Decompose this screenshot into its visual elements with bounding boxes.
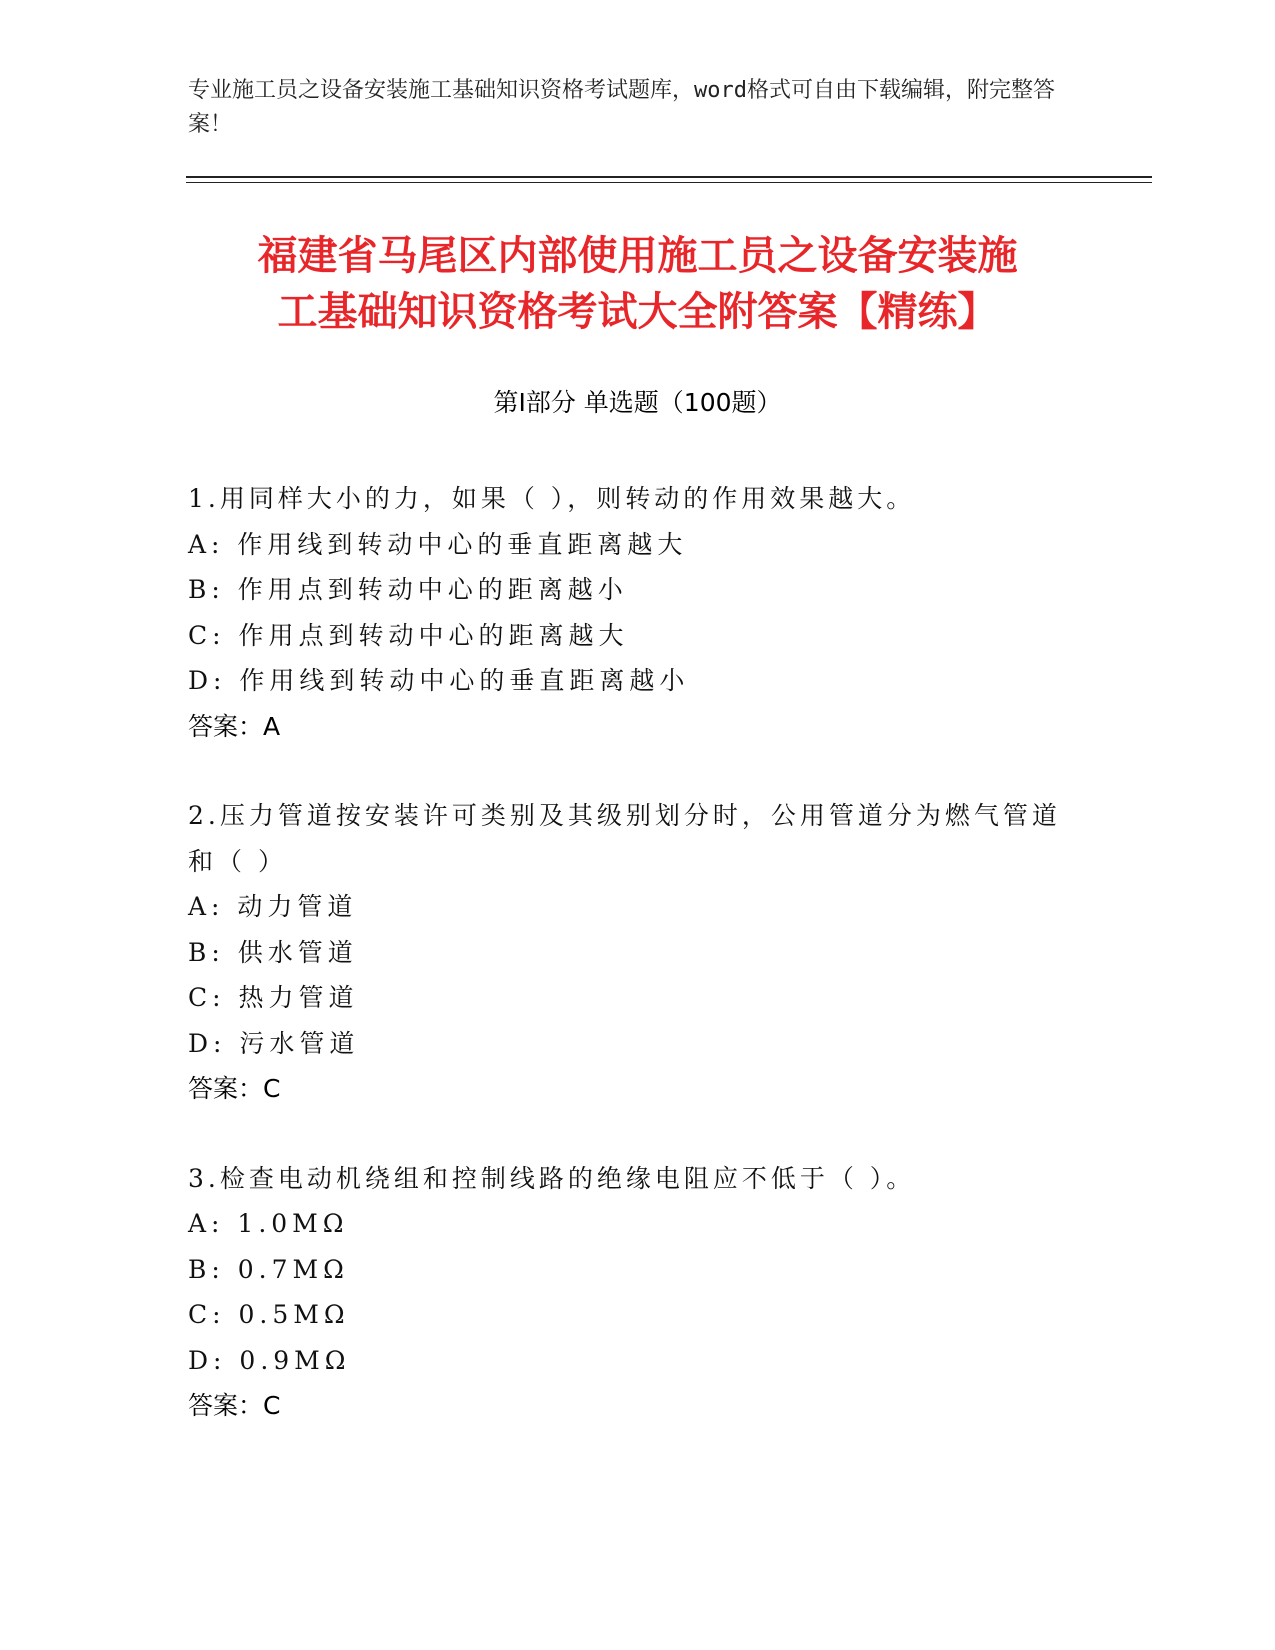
question-stem: 1.用同样大小的力，如果（ ），则转动的作用效果越大。 xyxy=(188,484,916,513)
option-a: A: 作用线到转动中心的垂直距离越大 xyxy=(188,529,688,559)
question-stem: 2.压力管道按安装许可类别及其级别划分时，公用管道分为燃气管道和（ ） xyxy=(188,801,1061,876)
answer-line: 答案：C xyxy=(188,1074,281,1103)
section-heading: 第Ⅰ部分 单选题（100题） xyxy=(493,388,782,417)
option-c: C: 作用点到转动中心的距离越大 xyxy=(188,620,629,650)
option-d: D: 作用线到转动中心的垂直距离越小 xyxy=(188,666,690,695)
option-d: D: 0.9MΩ xyxy=(188,1345,351,1375)
option-b: B: 作用点到转动中心的距离越小 xyxy=(188,575,628,604)
option-c: C: 热力管道 xyxy=(188,983,359,1012)
option-b: B: 0.7MΩ xyxy=(188,1254,349,1284)
option-b: B: 供水管道 xyxy=(188,937,358,967)
document-title-line-1: 福建省马尾区内部使用施工员之设备安装施 xyxy=(257,233,1018,279)
option-d: D: 污水管道 xyxy=(188,1028,360,1058)
question-stem: 3.检查电动机绕组和控制线路的绝缘电阻应不低于（ ）。 xyxy=(188,1163,916,1193)
question-3 xyxy=(188,1156,1068,1429)
option-a: A: 1.0MΩ xyxy=(188,1209,349,1238)
document-title xyxy=(150,228,1125,340)
document-title-line-2: 工基础知识资格考试大全附答案【精练】 xyxy=(277,289,998,335)
header-note: 专业施工员之设备安装施工基础知识资格考试题库，word格式可自由下载编辑，附完整答案！ xyxy=(188,78,1055,137)
question-list xyxy=(188,476,1068,1473)
answer-line: 答案：A xyxy=(188,711,281,741)
question-1 xyxy=(188,476,1068,749)
header-divider-thin xyxy=(186,182,1152,183)
option-c: C: 0.5MΩ xyxy=(188,1300,350,1329)
answer-line: 答案：C xyxy=(188,1391,281,1420)
question-2 xyxy=(188,793,1068,1112)
option-a: A: 动力管道 xyxy=(188,892,358,921)
header-divider-thick xyxy=(186,176,1152,178)
